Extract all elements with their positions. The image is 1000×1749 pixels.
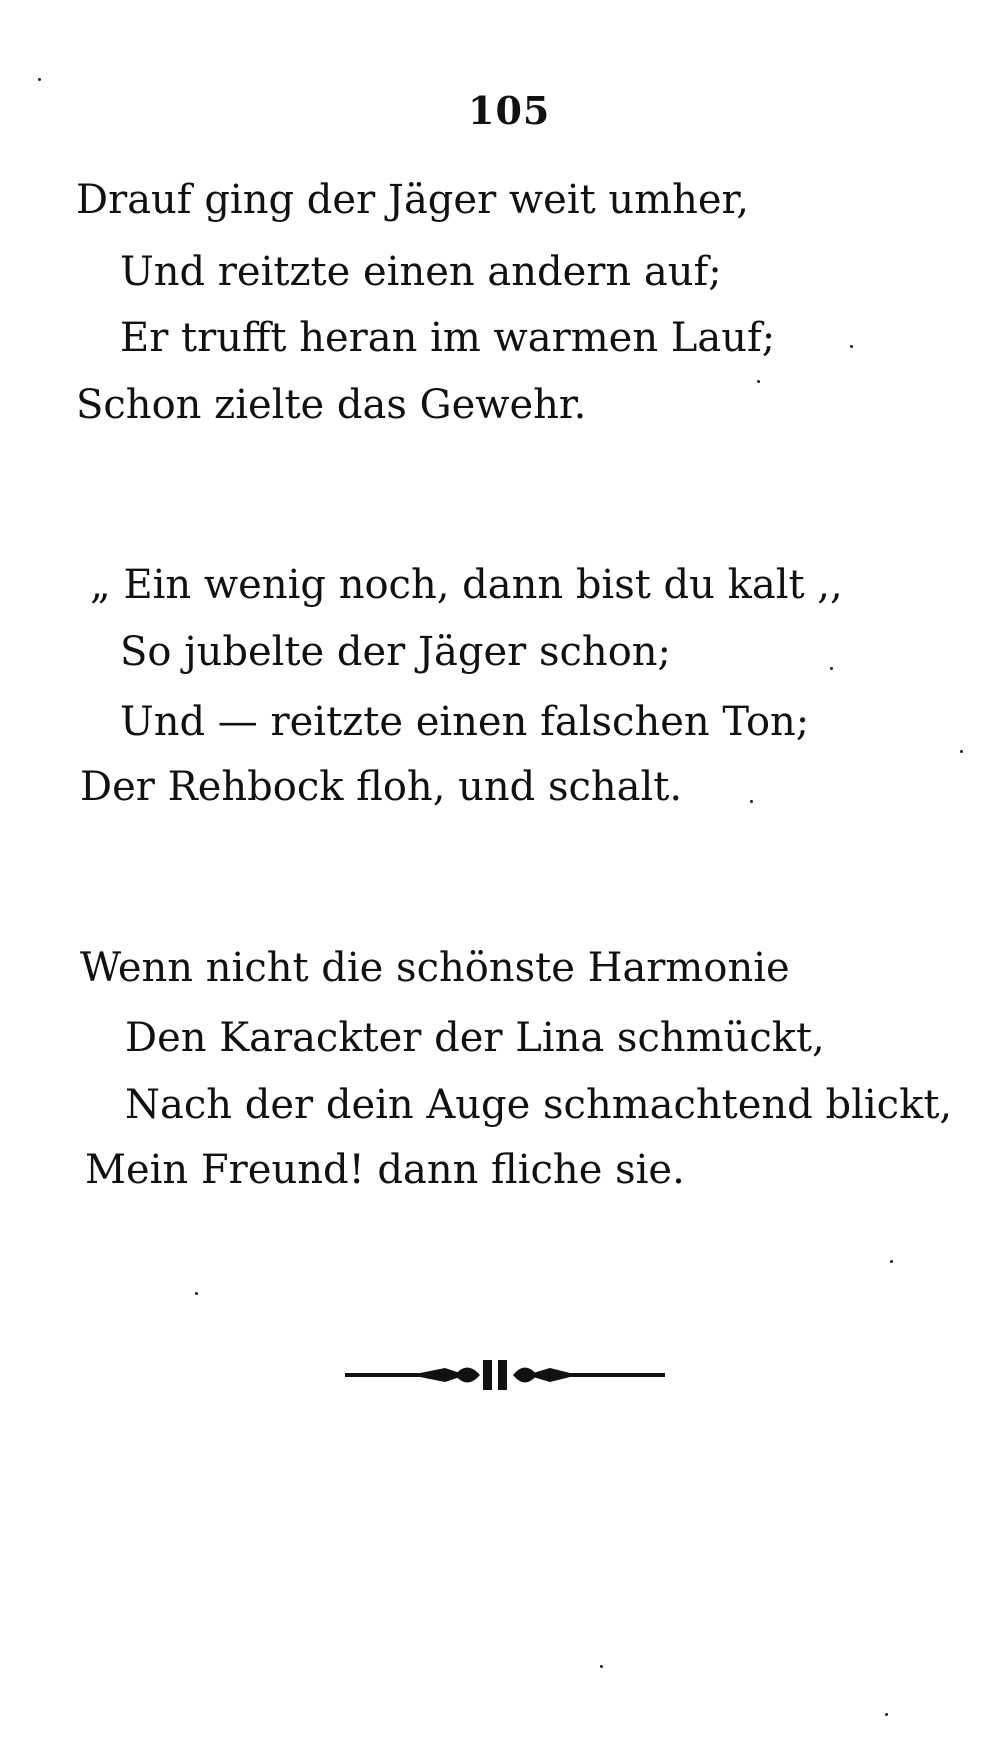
verse-line: Er trufft heran im warmen Lauf; <box>120 315 776 361</box>
verse-line: Wenn nicht die schönste Harmonie <box>80 945 790 991</box>
page-number: 105 <box>468 88 551 133</box>
verse-line: Schon zielte das Gewehr. <box>76 382 587 428</box>
scan-speck <box>830 667 833 670</box>
verse-line: Mein Freund! dann fliche sie. <box>85 1147 685 1193</box>
verse-line: Nach der dein Auge schmachtend blickt, <box>125 1082 953 1128</box>
scan-speck <box>890 1260 893 1263</box>
verse-line: Und reitzte einen andern auf; <box>120 249 722 295</box>
scan-speck <box>195 1292 198 1295</box>
scan-speck <box>38 78 41 81</box>
verse-line: „ Ein wenig noch, dann bist du kalt ,, <box>90 562 843 608</box>
verse-line: Der Rehbock floh, und schalt. <box>80 764 683 810</box>
verse-line: Drauf ging der Jäger weit umher, <box>76 177 749 223</box>
tailpiece-ornament-icon <box>345 1352 665 1398</box>
scan-speck <box>750 800 753 803</box>
verse-line: Den Karackter der Lina schmückt, <box>125 1015 825 1061</box>
verse-line: Und — reitzte einen falschen Ton; <box>120 699 810 745</box>
scan-speck <box>600 1665 603 1668</box>
scan-speck <box>960 750 963 753</box>
verse-line: So jubelte der Jäger schon; <box>120 629 672 675</box>
scan-speck <box>850 345 853 348</box>
scan-speck <box>885 1713 888 1716</box>
scan-speck <box>757 380 760 383</box>
